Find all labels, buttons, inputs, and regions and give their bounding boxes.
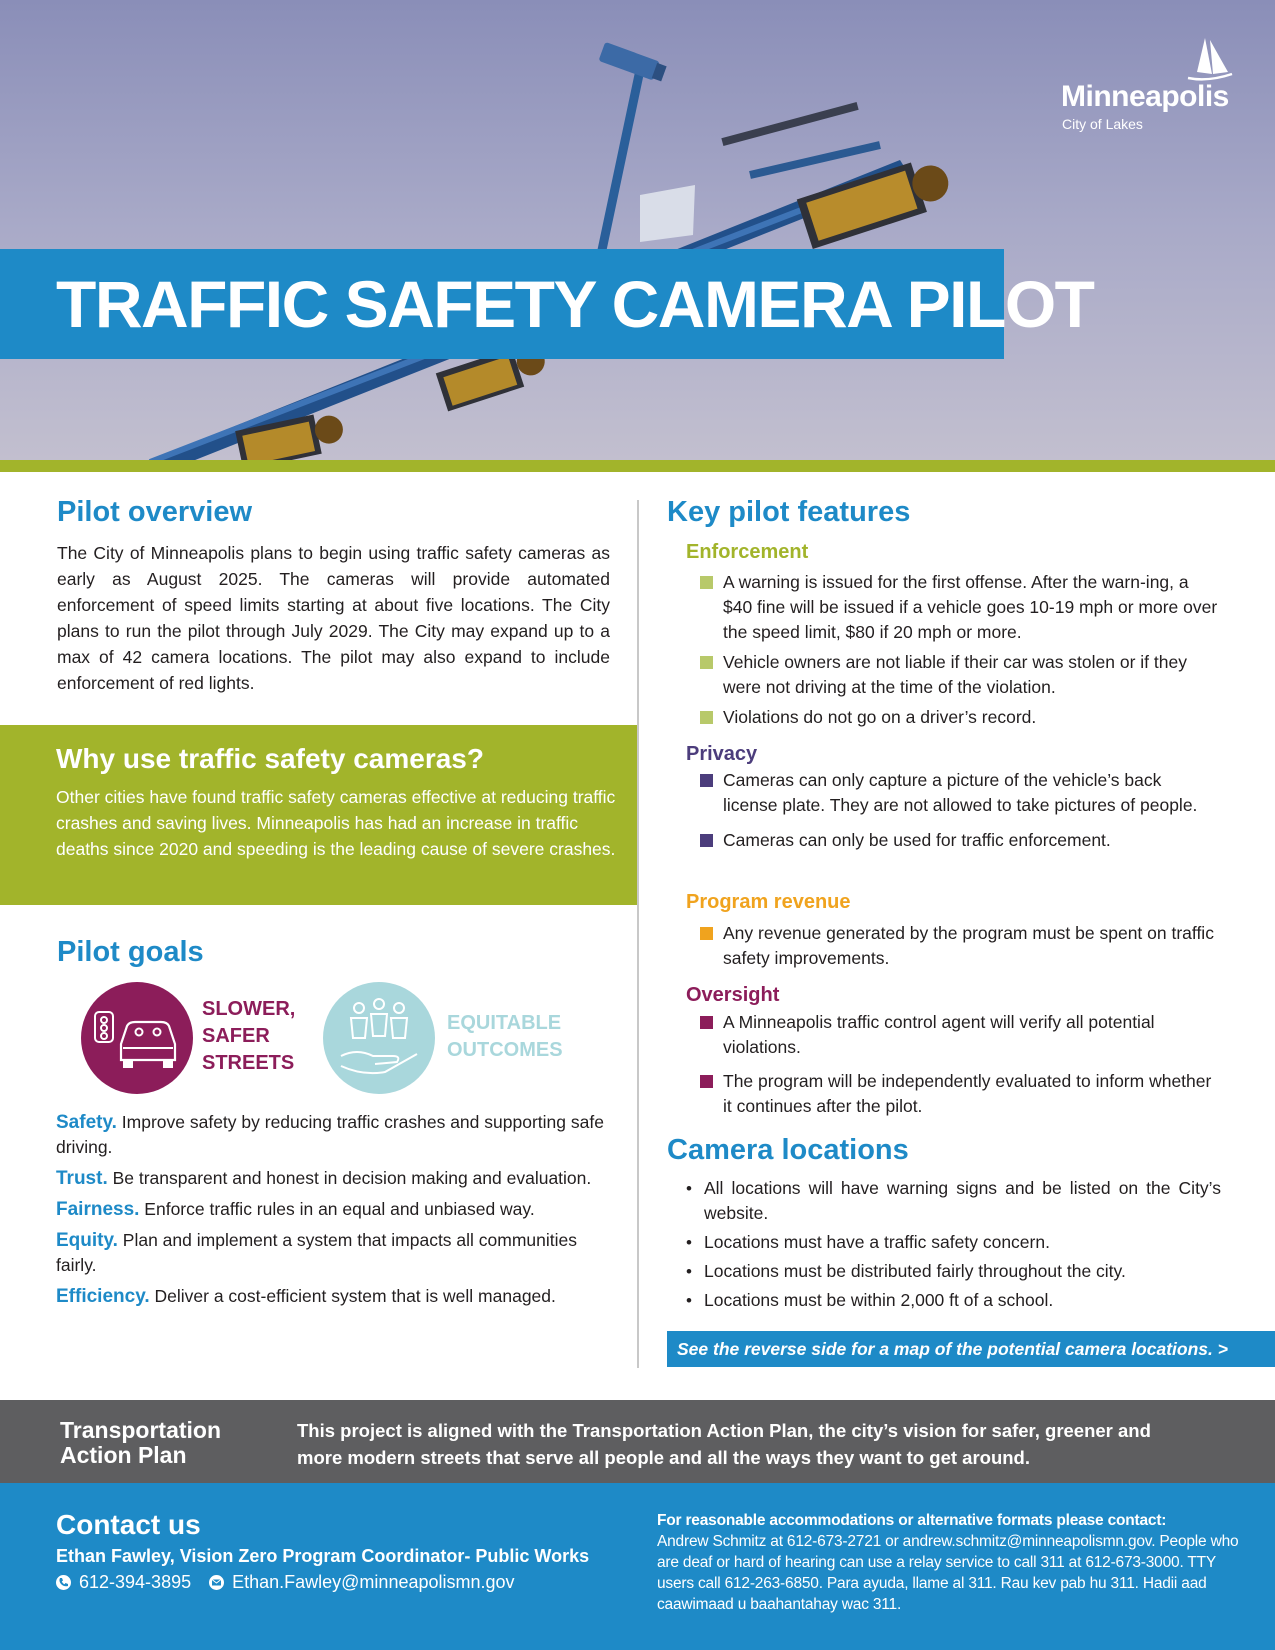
reverse-side-link[interactable]: See the reverse side for a map of the potential camera locations. > bbox=[667, 1331, 1275, 1367]
list-item: • Locations must be distributed fairly throughout the city. bbox=[686, 1261, 1126, 1281]
pilot-goals-heading: Pilot goals bbox=[57, 936, 204, 968]
list-item: • All locations will have warning signs and be listed on the City’s website. bbox=[686, 1178, 1221, 1223]
accommodations-text: Andrew Schmitz at 612-673-2721 or andrew.schmitz@minneapolismn.gov. People who are deaf or hard of hearing can use a relay service to call 311 at 612-673-3000. TTY users call 612-263-6850. Para ayuda, llame al 311. Rau kev pab hu 311. Hadii aad caawimaad u baahantahay wac 311. bbox=[657, 1533, 1239, 1613]
accent-strip bbox=[0, 460, 1275, 472]
phone-icon bbox=[56, 1575, 71, 1590]
oversight-list bbox=[700, 1010, 1220, 1119]
contact-heading: Contact us bbox=[56, 1509, 201, 1540]
list-item: Violations do not go on a driver’s record. bbox=[700, 705, 1220, 730]
oversight-heading: Oversight bbox=[686, 984, 780, 1006]
logo-tagline: City of Lakes bbox=[1062, 116, 1143, 132]
car-traffic-light-icon bbox=[81, 982, 193, 1094]
goal-efficiency: Efficiency. Deliver a cost-efficient system that is well managed. bbox=[56, 1286, 556, 1307]
contact-email[interactable]: Ethan.Fawley@minneapolismn.gov bbox=[232, 1572, 515, 1592]
contact-name: Ethan Fawley, Vision Zero Program Coordinator- Public Works bbox=[56, 1546, 590, 1566]
list-item: • Locations must be within 2,000 ft of a school. bbox=[686, 1290, 1054, 1310]
slower-safer-streets-badge bbox=[81, 982, 193, 1094]
slower-safer-streets-label: SLOWER, SAFER STREETS bbox=[202, 998, 296, 1074]
equitable-outcomes-badge bbox=[323, 982, 435, 1094]
accommodations-heading: For reasonable accommodations or alternative formats please contact: bbox=[657, 1512, 1167, 1529]
key-features-heading: Key pilot features bbox=[667, 496, 911, 528]
revenue-heading: Program revenue bbox=[686, 891, 851, 913]
goal-trust: Trust. Be transparent and honest in decision making and evaluation. bbox=[56, 1168, 592, 1189]
camera-locations-heading: Camera locations bbox=[667, 1134, 909, 1166]
people-hand-icon bbox=[323, 982, 435, 1094]
list-item: A Minneapolis traffic control agent will verify all potential violations. bbox=[700, 1010, 1220, 1060]
list-item: Any revenue generated by the program must be spent on traffic safety improvements. bbox=[700, 921, 1220, 971]
contact-details bbox=[56, 1572, 515, 1593]
pilot-overview-text: The City of Minneapolis plans to begin using traffic safety cameras as early as August 2025. The cameras will provide automated enforcement of speed limits starting at about five locations. The City plans to run the pilot through July 2029. The City may expand up to a max of 42 camera locations. The pilot may also expand to include enforcement of red lights. bbox=[57, 543, 610, 693]
list-item: • Locations must have a traffic safety concern. bbox=[686, 1232, 1050, 1252]
enforcement-list bbox=[700, 570, 1220, 730]
goal-equity: Equity. Plan and implement a system that impacts all communities fairly. bbox=[56, 1230, 578, 1275]
plan-label: Transportation Action Plan bbox=[60, 1417, 222, 1468]
goal-fairness: Fairness. Enforce traffic rules in an equal and unbiased way. bbox=[56, 1199, 535, 1220]
list-item: A warning is issued for the first offense. After the warn-ing, a $40 fine will be issued if a vehicle goes 10-19 mph or more over the speed limit, $80 if 20 mph or more. bbox=[700, 570, 1220, 645]
privacy-list bbox=[700, 768, 1220, 853]
list-item: Vehicle owners are not liable if their car was stolen or if they were not driving at the time of the violation. bbox=[700, 650, 1220, 700]
equitable-outcomes-label: EQUITABLE OUTCOMES bbox=[447, 1012, 563, 1061]
revenue-list bbox=[700, 921, 1220, 971]
list-item: Cameras can only capture a picture of the vehicle’s back license plate. They are not allowed to take pictures of people. bbox=[700, 768, 1220, 818]
enforcement-heading: Enforcement bbox=[686, 541, 809, 563]
list-item: The program will be independently evaluated to inform whether it continues after the pilot. bbox=[700, 1069, 1220, 1119]
logo-name: Minneapolis bbox=[1061, 80, 1229, 113]
accommodations-notice bbox=[657, 1510, 1247, 1615]
privacy-heading: Privacy bbox=[686, 743, 758, 765]
why-heading: Why use traffic safety cameras? bbox=[56, 743, 484, 774]
list-item: Cameras can only be used for traffic enforcement. bbox=[700, 828, 1220, 853]
plan-text: This project is aligned with the Transportation Action Plan, the city’s vision for safer, greener and more modern streets that serve all people and all the ways they want to get around. bbox=[297, 1420, 1151, 1468]
goal-safety: Safety. Improve safety by reducing traffic crashes and supporting safe driving. bbox=[56, 1112, 604, 1157]
goals-list bbox=[56, 1110, 616, 1315]
why-text: Other cities have found traffic safety cameras effective at reducing traffic crashes and saving lives. Minneapolis has had an increase in traffic deaths since 2020 and speeding is the leading cause of severe crashes. bbox=[56, 787, 616, 859]
column-divider bbox=[637, 500, 639, 1368]
contact-phone[interactable]: 612-394-3895 bbox=[79, 1572, 192, 1592]
pilot-overview-heading: Pilot overview bbox=[57, 496, 253, 528]
email-icon bbox=[209, 1575, 224, 1590]
locations-list bbox=[686, 1176, 1221, 1317]
page-title: TRAFFIC SAFETY CAMERA PILOT bbox=[56, 267, 1094, 341]
